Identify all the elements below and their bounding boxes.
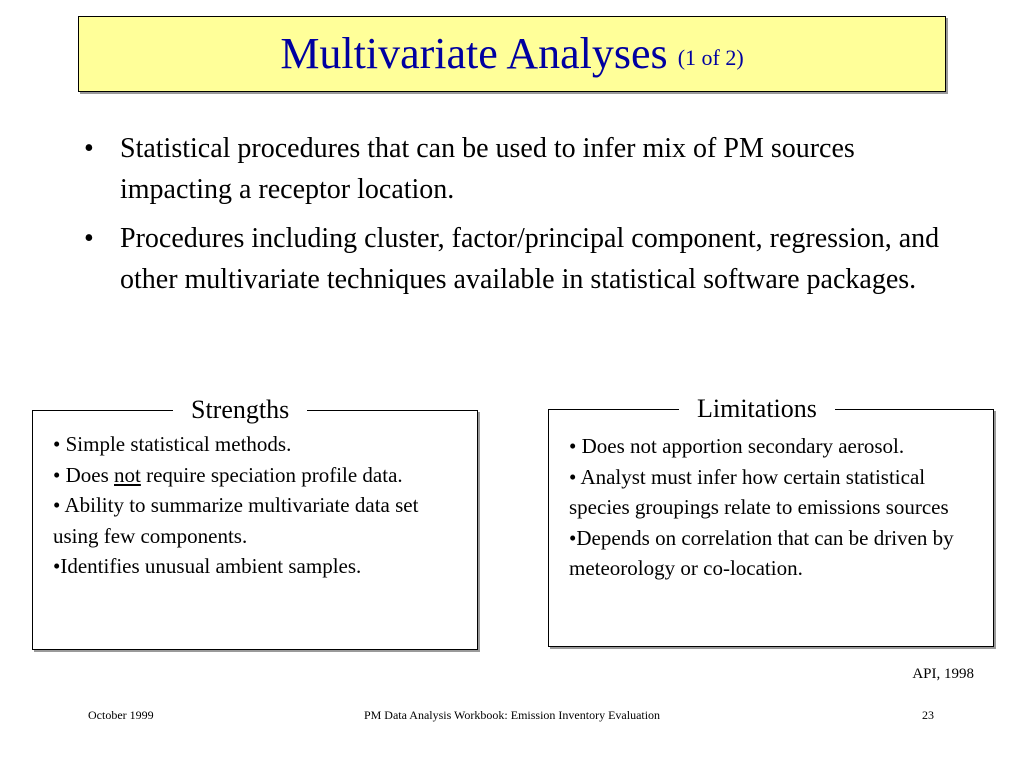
bullet-item [84, 128, 944, 210]
main-bullet-list [84, 128, 944, 308]
strengths-list [53, 429, 457, 582]
citation: API, 1998 [912, 666, 974, 682]
strength-item-text: • Does [53, 462, 115, 487]
strength-item [53, 460, 457, 491]
strength-item: •Identifies unusual ambient samples. [53, 554, 362, 579]
limitation-item: • Does not apportion secondary aerosol. [569, 434, 905, 458]
strength-item-text: require speciation profile data. [140, 462, 403, 487]
emphasis-not: not [114, 462, 141, 487]
bullet-mark: • [84, 133, 94, 164]
limitations-list [569, 431, 973, 584]
limitation-item: •Depends on correlation that can be driven by meteorology or co-location. [569, 525, 954, 581]
strengths-heading: Strengths [173, 395, 307, 425]
bullet-item [84, 218, 944, 300]
title-box [78, 16, 946, 92]
strength-item: • Simple statistical methods. [53, 432, 292, 456]
footer-title: PM Data Analysis Workbook: Emission Inventory Evaluation [363, 708, 661, 722]
slide-title-part: (1 of 2) [677, 45, 744, 70]
footer-date: October 1999 [88, 708, 154, 722]
strengths-panel [32, 395, 478, 650]
page-number: 23 [922, 708, 934, 722]
limitation-item: • Analyst must infer how certain statistical species groupings relate to emissions sources [569, 464, 949, 520]
slide-title: Multivariate Analyses [280, 29, 668, 78]
limitations-panel [548, 394, 994, 647]
bullet-text: Statistical procedures that can be used to infer mix of PM sources impacting a receptor location. [120, 133, 855, 205]
bullet-text: Procedures including cluster, factor/principal component, regression, and other multivariate techniques available in statistical software packages. [120, 223, 940, 295]
limitations-heading: Limitations [679, 394, 835, 424]
strength-item: • Ability to summarize multivariate data set using few components. [53, 493, 419, 548]
bullet-mark: • [84, 223, 94, 254]
